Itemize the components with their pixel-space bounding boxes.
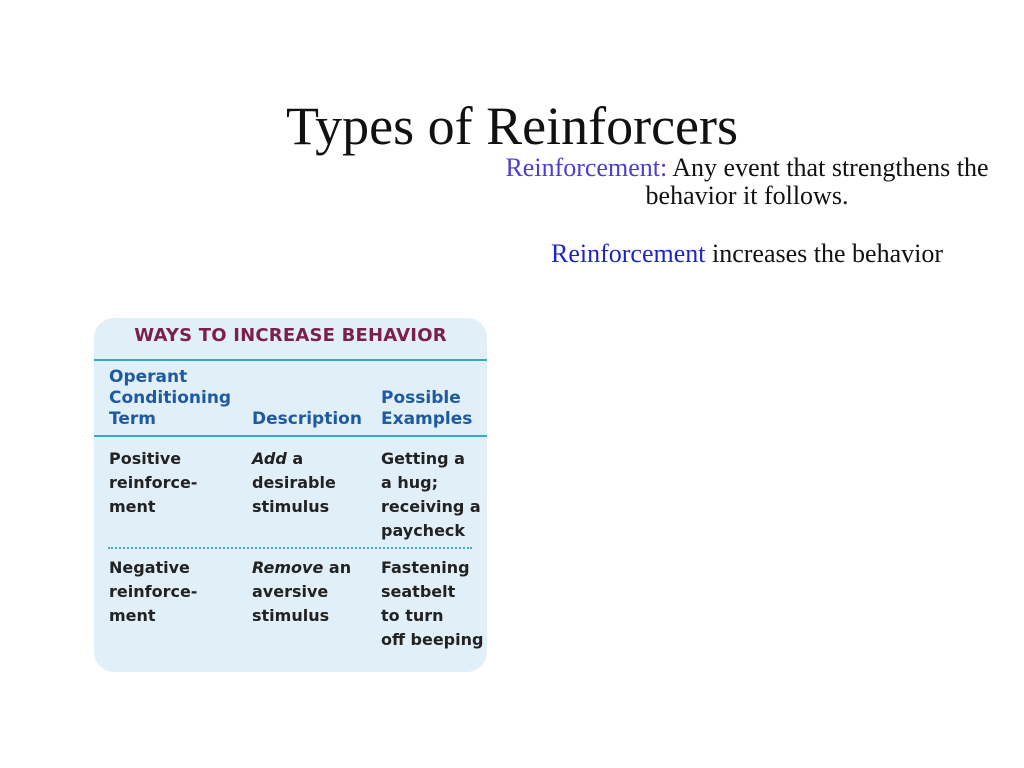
row-negative-term: Negative reinforce- ment [109,558,198,625]
statement-term: Reinforcement [550,239,706,268]
desc-verb-remove: Remove [252,558,324,577]
statement-paragraph [500,240,994,268]
row-divider [108,547,472,549]
definition-block [500,154,994,298]
ways-to-increase-behavior-table [94,318,487,672]
definition-term: Reinforcement: [505,153,668,182]
table-title: WAYS TO INCREASE BEHAVIOR [134,325,447,346]
header-description: Description [252,409,362,429]
slide-title: Types of Reinforcers [285,96,739,157]
header-possible-examples: Possible Examples [381,388,473,429]
header-operant-term: Operant Conditioning Term [109,367,232,429]
table-top-rule [94,359,487,361]
desc-rest: a desirable stimulus [252,449,336,516]
definition-text: Any event that strengthens the behavior it follows. [645,153,989,210]
row-negative-description [252,556,351,628]
row-positive-description [252,447,336,519]
header-bottom-rule [94,435,487,437]
statement-text: increases the behavior [705,239,943,268]
row-positive-examples: Getting a a hug; receiving a paycheck [381,449,481,540]
desc-verb-add: Add [252,449,287,468]
row-positive-term: Positive reinforce- ment [109,449,198,516]
definition-paragraph [500,154,994,210]
desc-rest: an aversive stimulus [252,558,352,625]
row-negative-examples: Fastening seatbelt to turn off beeping [381,558,484,649]
